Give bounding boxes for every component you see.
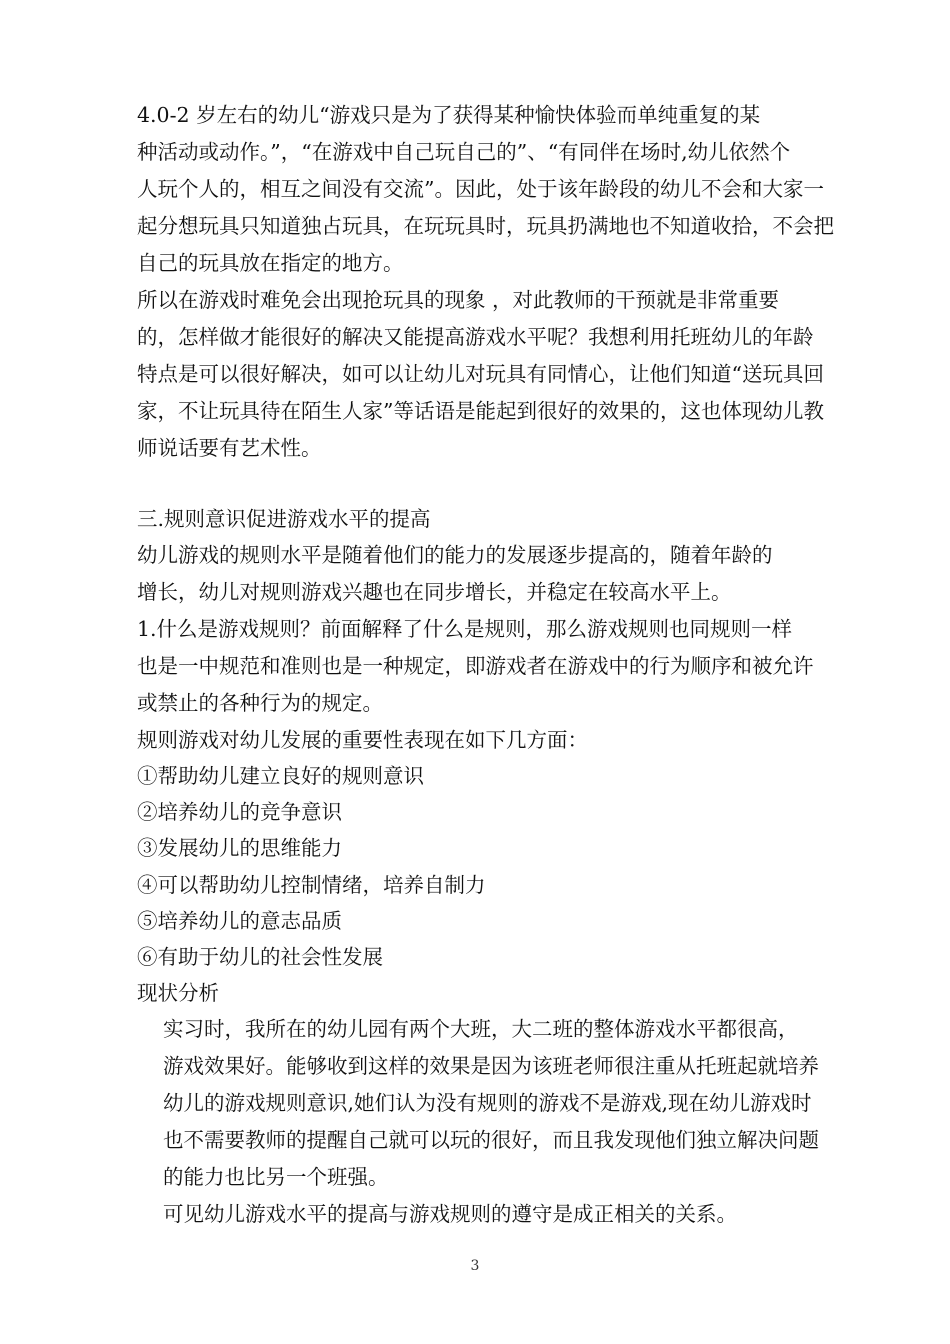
text-line: 4.0-2 岁左右的幼儿“游戏只是为了获得某种愉快体验而单纯重复的某 <box>137 103 761 127</box>
paragraph-teacher-intervention <box>137 282 883 467</box>
text-line: 师说话要有艺术性。 <box>137 436 322 460</box>
text-line: 种活动或动作。”，“在游戏中自己玩自己的”、“有同伴在场时,幼儿依然个 <box>137 140 791 164</box>
text-line: 也是一中规范和准则也是一种规定，即游戏者在游戏中的行为顺序和被允许 <box>137 654 814 678</box>
list-item: ②培养幼儿的竞争意识 <box>137 800 342 824</box>
analysis-heading: 现状分析 <box>137 981 219 1005</box>
text-line: 幼儿的游戏规则意识,她们认为没有规则的游戏不是游戏,现在幼儿游戏时 <box>163 1091 812 1115</box>
text-line: 也不需要教师的提醒自己就可以玩的很好，而且我发现他们独立解决问题 <box>163 1128 819 1152</box>
text-line: 起分想玩具只知道独占玩具，在玩玩具时，玩具扔满地也不知道收拾，不会把 <box>137 214 834 238</box>
list-item: ③发展幼儿的思维能力 <box>137 836 342 860</box>
text-line: 人玩个人的，相互之间没有交流”。因此，处于该年龄段的幼儿不会和大家一 <box>137 177 824 201</box>
text-line: 特点是可以很好解决，如可以让幼儿对玩具有同情心，让他们知道“送玩具回 <box>137 362 824 386</box>
conclusion-line: 可见幼儿游戏水平的提高与游戏规则的遵守是成正相关的关系。 <box>163 1202 737 1226</box>
paragraph-internship-analysis <box>163 1011 883 1196</box>
text-line: 幼儿游戏的规则水平是随着他们的能力的发展逐步提高的，随着年龄的 <box>137 543 773 567</box>
list-intro: 规则游戏对幼儿发展的重要性表现在如下几方面： <box>137 728 588 752</box>
text-line: 的能力也比另一个班强。 <box>163 1165 389 1189</box>
text-line: 游戏效果好。能够收到这样的效果是因为该班老师很注重从托班起就培养 <box>163 1054 819 1078</box>
list-item: ⑥有助于幼儿的社会性发展 <box>137 945 383 969</box>
paragraph-rule-level <box>137 537 883 611</box>
text-line: 自己的玩具放在指定的地方。 <box>137 251 404 275</box>
text-line: 的，怎样做才能很好的解决又能提高游戏水平呢？我想利用托班幼儿的年龄 <box>137 325 814 349</box>
list-item: ④可以帮助幼儿控制情绪，培养自制力 <box>137 873 486 897</box>
text-line: 1.什么是游戏规则？前面解释了什么是规则，那么游戏规则也同规则一样 <box>137 617 793 641</box>
text-line: 或禁止的各种行为的规定。 <box>137 691 383 715</box>
text-line: 所以在游戏时难免会出现抢玩具的现象 ，对此教师的干预就是非常重要 <box>137 288 780 312</box>
list-item: ①帮助幼儿建立良好的规则意识 <box>137 764 424 788</box>
paragraph-age-characteristics <box>137 97 883 282</box>
page-number: 3 <box>470 1258 480 1274</box>
paragraph-game-rules <box>137 611 883 722</box>
text-line: 实习时，我所在的幼儿园有两个大班，大二班的整体游戏水平都很高， <box>163 1017 799 1041</box>
list-item: ⑤培养幼儿的意志品质 <box>137 909 342 933</box>
section-heading: 三.规则意识促进游戏水平的提高 <box>137 507 431 531</box>
text-line: 增长，幼儿对规则游戏兴趣也在同步增长，并稳定在较高水平上。 <box>137 580 732 604</box>
text-line: 家，不让玩具待在陌生人家”等话语是能起到很好的效果的，这也体现幼儿教 <box>137 399 824 423</box>
